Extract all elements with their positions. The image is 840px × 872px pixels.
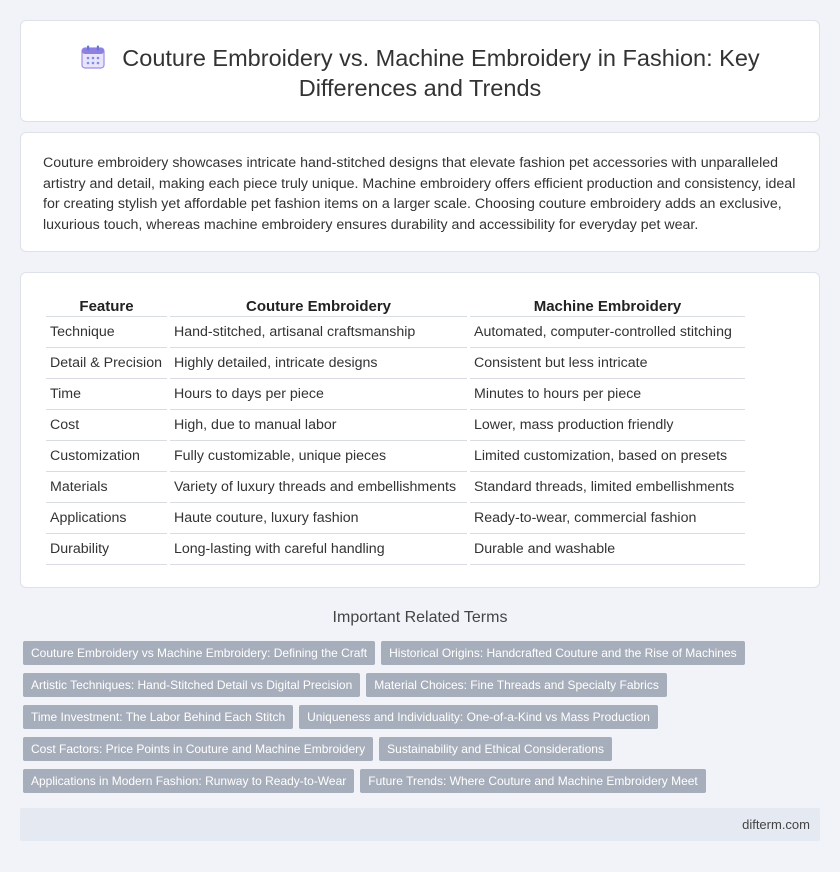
- related-term-link[interactable]: Future Trends: Where Couture and Machine Embroidery Meet: [360, 769, 705, 793]
- related-term-link[interactable]: Cost Factors: Price Points in Couture and Machine Embroidery: [23, 737, 373, 761]
- table-cell: Haute couture, luxury fashion: [170, 503, 467, 534]
- table-cell: Lower, mass production friendly: [470, 410, 745, 441]
- table-cell: Long-lasting with careful handling: [170, 534, 467, 565]
- table-row: [46, 317, 745, 348]
- column-header: Machine Embroidery: [470, 295, 745, 317]
- table-cell: Hours to days per piece: [170, 379, 467, 410]
- related-terms-heading: Important Related Terms: [332, 609, 508, 626]
- column-header: Couture Embroidery: [170, 295, 467, 317]
- table-cell: Ready-to-wear, commercial fashion: [470, 503, 745, 534]
- table-cell: Highly detailed, intricate designs: [170, 348, 467, 379]
- table-cell: High, due to manual labor: [170, 410, 467, 441]
- related-term-link[interactable]: Historical Origins: Handcrafted Couture and the Rise of Machines: [381, 641, 745, 665]
- related-terms-list: [23, 641, 783, 793]
- intro-paragraph: Couture embroidery showcases intricate hand-stitched designs that elevate fashion pet accessories with unparalleled artistry and detail, making each piece truly unique. Machine embroidery offers efficient production and consistency, ideal for creating stylish yet affordable pet fashion items on a larger scale. Choosing couture embroidery adds an exclusive, luxurious touch, whereas machine embroidery ensures durability and accessibility for everyday pet wear.: [43, 155, 796, 233]
- table-cell: Limited customization, based on presets: [470, 441, 745, 472]
- related-term-link[interactable]: Time Investment: The Labor Behind Each Stitch: [23, 705, 293, 729]
- comparison-table-card: [20, 272, 820, 588]
- table-cell: Cost: [46, 410, 167, 441]
- table-header-row: [46, 295, 745, 317]
- table-cell: Detail & Precision: [46, 348, 167, 379]
- table-row: [46, 348, 745, 379]
- table-row: [46, 534, 745, 565]
- table-cell: Durable and washable: [470, 534, 745, 565]
- footer-site-link[interactable]: difterm.com: [742, 817, 810, 832]
- table-cell: Standard threads, limited embellishments: [470, 472, 745, 503]
- related-term-link[interactable]: Artistic Techniques: Hand-Stitched Detail vs Digital Precision: [23, 673, 360, 697]
- page-title: Couture Embroidery vs. Machine Embroidery in Fashion: Key Differences and Trends: [122, 45, 760, 101]
- calendar-icon: [80, 44, 106, 70]
- table-cell: Time: [46, 379, 167, 410]
- table-cell: Materials: [46, 472, 167, 503]
- table-row: [46, 503, 745, 534]
- related-term-link[interactable]: Uniqueness and Individuality: One-of-a-Kind vs Mass Production: [299, 705, 658, 729]
- table-row: [46, 410, 745, 441]
- page-title-wrap: [21, 43, 819, 103]
- intro-card: [20, 132, 820, 252]
- table-cell: Consistent but less intricate: [470, 348, 745, 379]
- table-cell: Technique: [46, 317, 167, 348]
- table-cell: Applications: [46, 503, 167, 534]
- related-term-link[interactable]: Couture Embroidery vs Machine Embroidery: Defining the Craft: [23, 641, 375, 665]
- table-cell: Durability: [46, 534, 167, 565]
- table-cell: Hand-stitched, artisanal craftsmanship: [170, 317, 467, 348]
- table-cell: Variety of luxury threads and embellishments: [170, 472, 467, 503]
- table-row: [46, 441, 745, 472]
- column-header: Feature: [46, 295, 167, 317]
- footer: [20, 808, 820, 841]
- comparison-table: [43, 295, 748, 565]
- table-cell: Fully customizable, unique pieces: [170, 441, 467, 472]
- table-cell: Automated, computer-controlled stitching: [470, 317, 745, 348]
- related-term-link[interactable]: Material Choices: Fine Threads and Specialty Fabrics: [366, 673, 667, 697]
- related-term-link[interactable]: Applications in Modern Fashion: Runway to Ready-to-Wear: [23, 769, 354, 793]
- header-card: [20, 20, 820, 122]
- table-cell: Customization: [46, 441, 167, 472]
- table-cell: Minutes to hours per piece: [470, 379, 745, 410]
- table-row: [46, 379, 745, 410]
- related-term-link[interactable]: Sustainability and Ethical Considerations: [379, 737, 612, 761]
- table-row: [46, 472, 745, 503]
